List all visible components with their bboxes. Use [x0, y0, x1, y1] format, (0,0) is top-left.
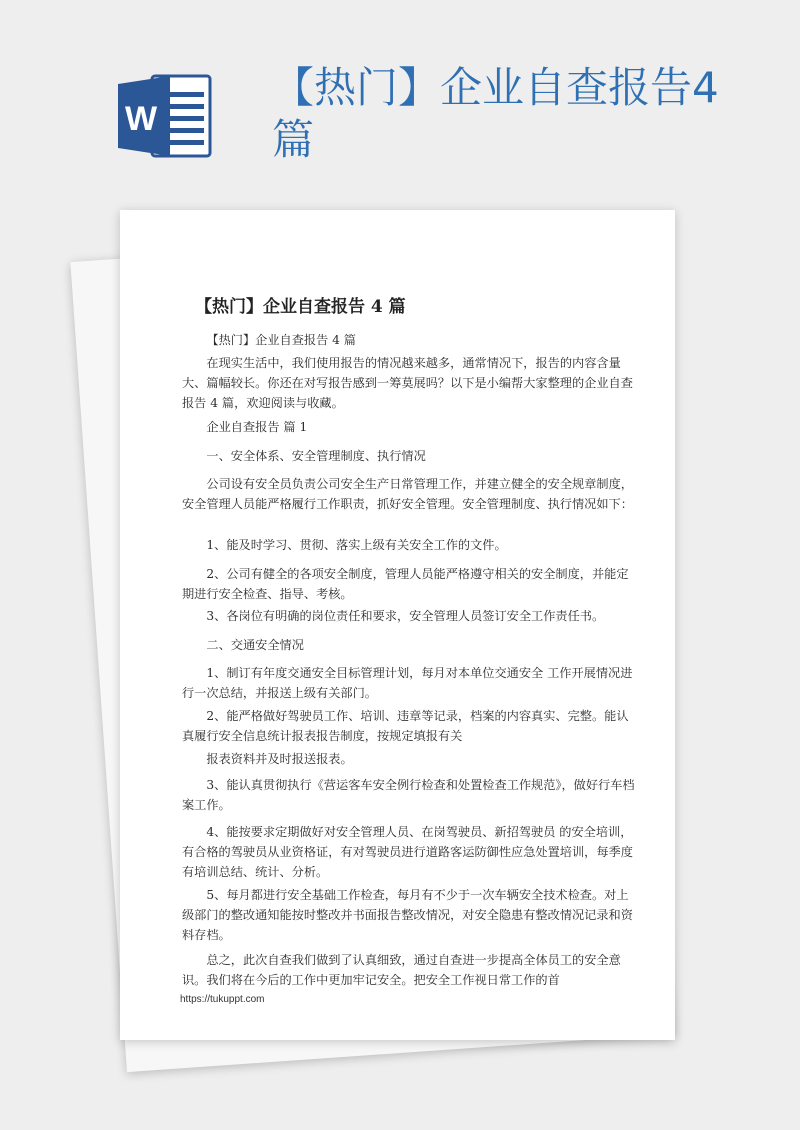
word-document-icon [118, 72, 214, 160]
paragraph-subtitle: 【热门】企业自查报告 4 篇 [206, 333, 356, 347]
document-page [120, 210, 675, 1040]
paragraph-item-2-4: 4、能按要求定期做好对安全管理人员、在岗驾驶员、新招驾驶员 的安全培训，有合格的驾驶员从业资格证，有对驾驶员进行道路客运防御性应急处置培训，每季度有培训总结、统计、分析。 [182, 825, 633, 879]
svg-text:W: W [125, 100, 158, 138]
paragraph-item-2-2-cont: 报表资料并及时报送报表。 [206, 752, 353, 766]
paragraph-item-1-3: 3、各岗位有明确的岗位责任和要求，安全管理人员签订安全工作责任书。 [206, 609, 605, 623]
paragraph-item-1-2: 2、公司有健全的各项安全制度，管理人员能严格遵守相关的安全制度，并能定期进行安全检查、指导、考核。 [182, 567, 629, 601]
paragraph-heading-1: 一、安全体系、安全管理制度、执行情况 [206, 449, 426, 463]
paragraph-item-2-1: 1、制订有年度交通安全目标管理计划，每月对本单位交通安全 工作开展情况进行一次总结，并报送上级有关部门。 [182, 666, 633, 700]
paragraph-body-1: 公司设有安全员负责公司安全生产日常管理工作，并建立健全的安全规章制度，安全管理人员能严格履行工作职责，抓好安全管理。安全管理制度、执行情况如下： [182, 477, 633, 511]
paragraph-summary: 总之，此次自查我们做到了认真细致，通过自查进一步提高全体员工的安全意识。我们将在今后的工作中更加牢记安全。把安全工作视日常工作的首 [182, 953, 621, 987]
paragraph-heading-2: 二、交通安全情况 [206, 638, 304, 652]
paragraph-item-2-3: 3、能认真贯彻执行《营运客车安全例行检查和处置检查工作规范》，做好行车档案工作。 [182, 778, 635, 812]
paragraph-item-2-2: 2、能严格做好驾驶员工作、培训、违章等记录，档案的内容真实、完整。能认真履行安全信息统计报表报告制度，按规定填报有关 [182, 709, 629, 743]
footer-url: https://tukuppt.com [180, 994, 265, 1005]
document-heading: 【热门】企业自查报告 4 篇 [195, 297, 406, 317]
page-title: 【热门】企业自查报告4篇 [272, 63, 719, 164]
paragraph-item-1-1: 1、能及时学习、贯彻、落实上级有关安全工作的文件。 [206, 538, 507, 552]
paragraph-item-2-5: 5、每月都进行安全基础工作检查，每月有不少于一次车辆安全技术检查。对上级部门的整改通知能按时整改并书面报告整改情况，对安全隐患有整改情况记录和资料存档。 [182, 888, 633, 942]
paragraph-section-title: 企业自查报告 篇 1 [206, 420, 308, 434]
paragraph-intro: 在现实生活中，我们使用报告的情况越来越多，通常情况下，报告的内容含量大、篇幅较长。你还在对写报告感到一筹莫展吗？以下是小编帮大家整理的企业自查报告 4 篇，欢迎阅读与收藏。 [182, 356, 633, 410]
